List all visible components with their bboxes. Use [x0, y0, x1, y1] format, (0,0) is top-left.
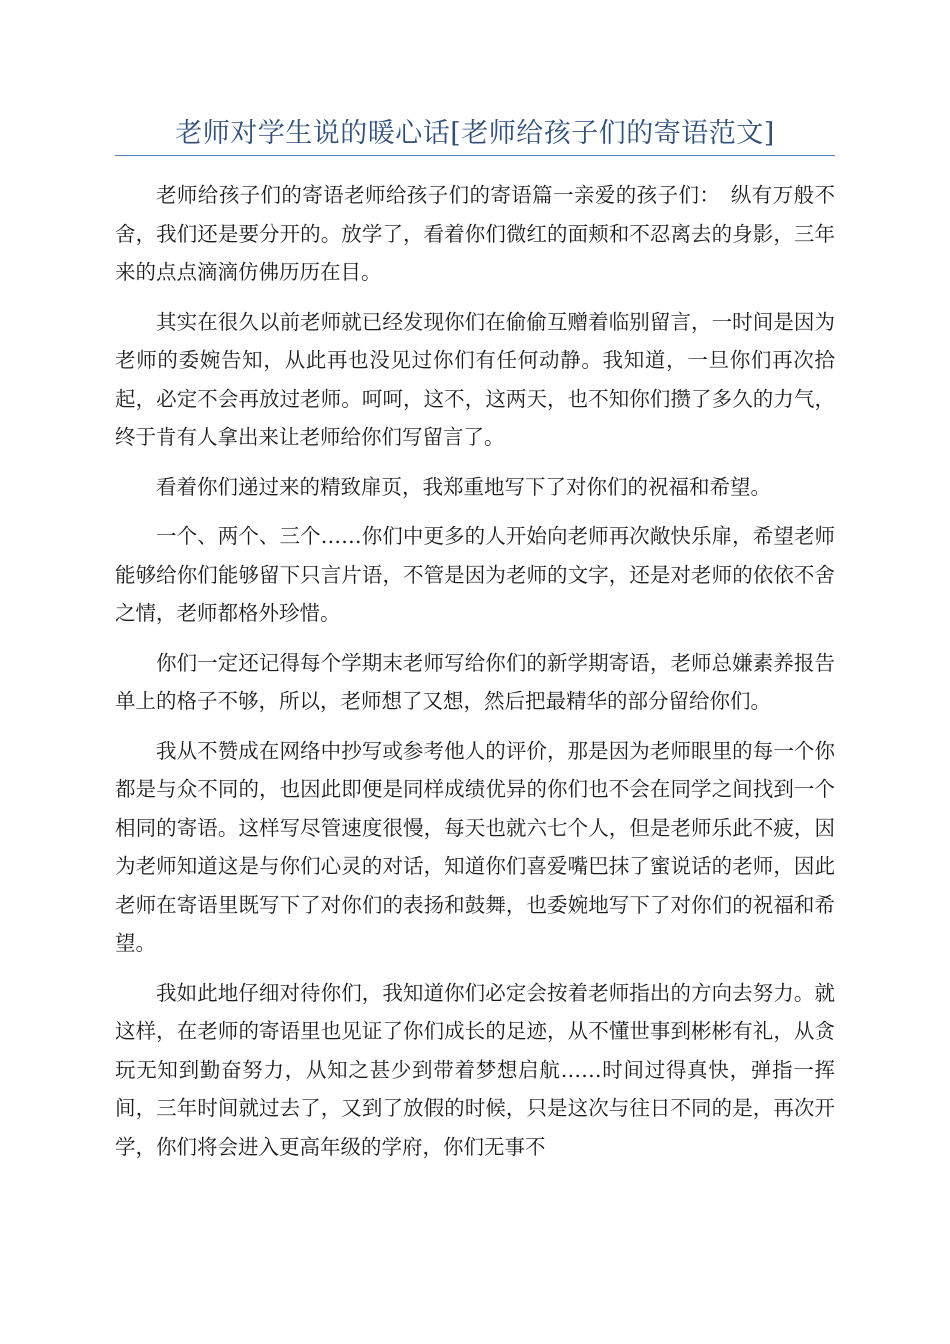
- paragraph: 一个、两个、三个……你们中更多的人开始向老师再次敞快乐扉，希望老师能够给你们能够留下只言片语，不管是因为老师的文字，还是对老师的依依不舍之情，老师都格外珍惜。: [115, 524, 835, 625]
- paragraph: 看着你们递过来的精致扉页，我郑重地写下了对你们的祝福和希望。: [156, 474, 771, 499]
- paragraph: 我从不赞成在网络中抄写或参考他人的评价，那是因为老师眼里的每一个你都是与众不同的，也因此即便是同样成绩优异的你们也不会在同学之间找到一个相同的寄语。这样写尽管速度很慢，每天也就六七个人，但是老师乐此不疲，因为老师知道这是与你们心灵的对话，知道你们喜爱嘴巴抹了蜜说话的老师，因此老师在寄语里既写下了对你们的表扬和鼓舞，也委婉地写下了对你们的祝福和希望。: [115, 738, 835, 955]
- document-title: 老师对学生说的暖心话[老师给孩子们的寄语范文]: [175, 118, 775, 149]
- title-underline: [115, 155, 835, 156]
- paragraph: 你们一定还记得每个学期末老师写给你们的新学期寄语，老师总嫌素养报告单上的格子不够，所以，老师想了又想，然后把最精华的部分留给你们。: [115, 650, 835, 713]
- document-body: [115, 176, 835, 1177]
- paragraph: 我如此地仔细对待你们，我知道你们必定会按着老师指出的方向去努力。就这样，在老师的寄语里也见证了你们成长的足迹，从不懂世事到彬彬有礼，从贪玩无知到勤奋努力，从知之甚少到带着梦想启航……时间过得真快，弹指一挥间，三年时间就过去了，又到了放假的时候，只是这次与往日不同的是，再次开学，你们将会进入更高年级的学府，你们无事不: [115, 980, 835, 1159]
- paragraph: 其实在很久以前老师就已经发现你们在偷偷互赠着临别留言，一时间是因为老师的委婉告知，从此再也没见过你们有任何动静。我知道，一旦你们再次拾起，必定不会再放过老师。呵呵，这不，这两天，也不知你们攒了多久的力气，终于肯有人拿出来让老师给你们写留言了。: [115, 309, 835, 449]
- paragraph: 老师给孩子们的寄语老师给孩子们的寄语篇一亲爱的孩子们： 纵有万般不舍，我们还是要分开的。放学了，看着你们微红的面颊和不忍离去的身影，三年来的点点滴滴仿佛历历在目。: [115, 183, 835, 284]
